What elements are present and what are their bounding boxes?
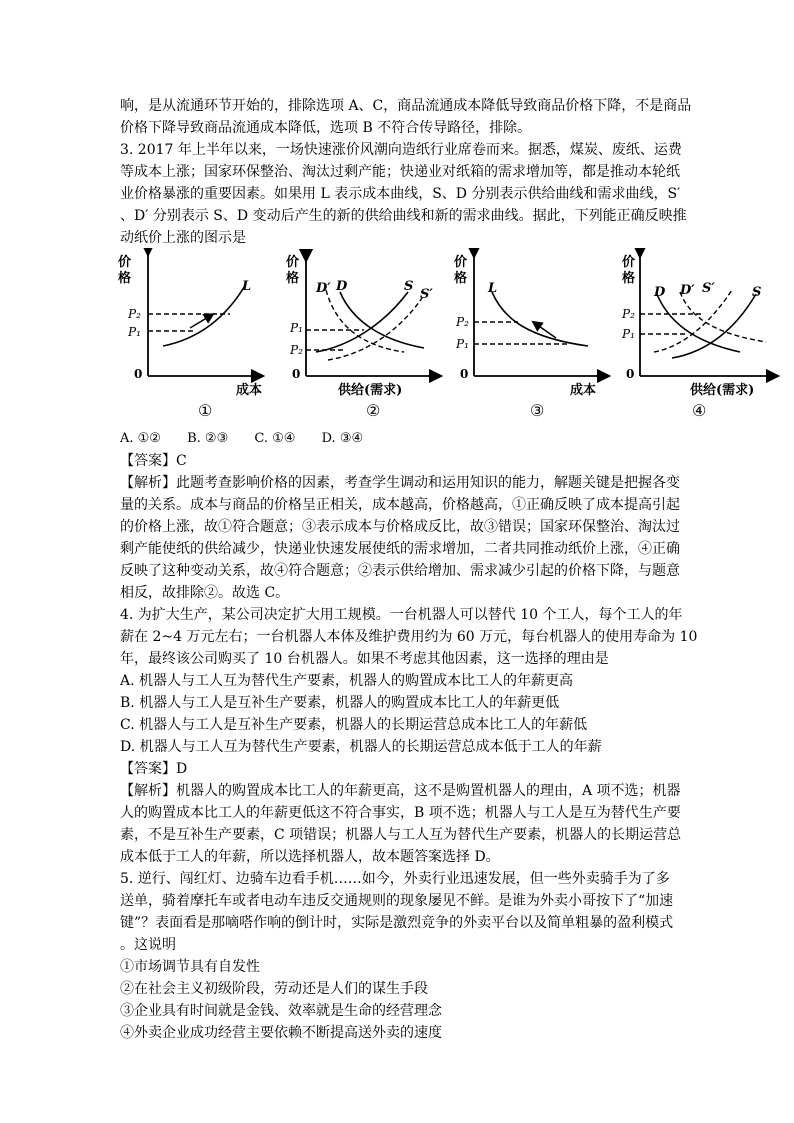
supply-curve-s	[672, 294, 756, 358]
option-line: C. 机器人与工人是互补生产要素，机器人的长期运营总成本比工人的年薪低	[120, 717, 588, 733]
text-line: 的价格上涨，故①符合题意；③表示成本与价格成反比，故③错误；国家环保整治、淘汰过	[120, 519, 680, 535]
text-line: 送单，骑着摩托车或者电动车违反交通规则的现象屡见不鲜。是谁为外卖小哥按下了“加速	[120, 893, 674, 909]
supply-curve-s-prime	[654, 290, 732, 352]
text-line: 业价格暴涨的重要因素。如果用 L 表示成本曲线，S、D 分别表示供给曲线和需求曲线，S′	[120, 186, 681, 202]
arrow-icon	[190, 316, 210, 328]
figure-number: ③	[530, 401, 545, 420]
option-a: A. ①②	[120, 431, 161, 446]
y-axis-label: 价	[454, 255, 468, 270]
statement-line: ③企业具有时间就是金钱、效率就是生命的经营理念	[120, 1003, 442, 1019]
price-label-p2: P₂	[290, 343, 303, 357]
x-axis-label: 供给(需求)	[690, 383, 755, 398]
price-label-p1: P₁	[290, 321, 303, 335]
text-line: 剩产能使纸的供给减少，快递业快速发展使纸的需求增加，二者共同推动纸价上涨，④正确	[120, 541, 680, 557]
figure-number: ④	[692, 401, 707, 420]
option-line: D. 机器人与工人互为替代生产要素，机器人的长期运营总成本低于工人的年薪	[120, 739, 602, 755]
curve-label: L	[488, 281, 498, 296]
cost-curve-l	[163, 284, 246, 346]
price-label-p1: P₁	[456, 337, 469, 351]
option-c: C. ①④	[254, 431, 296, 446]
text-line: 成本低于工人的年薪，所以选择机器人，故本题答案选择 D。	[120, 849, 500, 865]
y-axis-label: 格	[118, 271, 132, 286]
price-label-p1: P₁	[128, 325, 141, 339]
statement-line: ②在社会主义初级阶段，劳动还是人们的谋生手段	[120, 981, 428, 997]
supply-curve-s-prime	[328, 298, 422, 360]
text-line: 、D′ 分别表示 S、D 变动后产生的新的供给曲线和新的需求曲线。据此，下列能正确反映推	[120, 208, 687, 224]
text-line: 。这说明	[120, 937, 176, 953]
text-line: 【解析】机器人的购置成本比工人的年薪更高，这不是购置机器人的理由，A 项不选；机器	[120, 783, 681, 799]
text-line: 键”？表面看是那嘀嗒作响的倒计时，实际是激烈竞争的外卖平台以及简单粗暴的盈利模式	[120, 915, 674, 931]
x-axis-label: 供给(需求)	[338, 383, 403, 398]
text-line: 动纸价上涨的图示是	[120, 230, 246, 246]
text-line: 价格下降导致商品流通成本降低，选项 B 不符合传导路径，排除。	[120, 120, 532, 136]
curve-label: S	[752, 285, 762, 300]
price-label-p2: P₂	[456, 315, 469, 329]
y-axis-label: 格	[622, 271, 636, 286]
y-axis-label: 格	[454, 271, 468, 286]
curve-label: S′	[702, 281, 715, 296]
text-line: 3. 2017 年上半年以来，一场快速涨价风潮向造纸行业席卷而来。据悉，煤炭、废纸、运费	[120, 142, 682, 158]
curve-label: D′	[680, 283, 695, 298]
answer-label: 【答案】D	[120, 761, 188, 777]
statement-line: ①市场调节具有自发性	[120, 959, 260, 975]
price-label-p1: P₁	[622, 327, 635, 341]
text-line: 薪在 2~4 万元左右；一台机器人本体及维护费用约为 60 万元，每台机器人的使用寿命为 10	[120, 629, 698, 645]
answer-label: 【答案】C	[120, 453, 187, 469]
x-axis-label: 成本	[236, 383, 263, 398]
demand-curve-d	[656, 292, 740, 352]
answer-options	[120, 429, 385, 449]
price-label-p2: P₂	[622, 307, 635, 321]
curve-label: L	[242, 279, 252, 294]
origin-label: 0	[626, 367, 635, 381]
curve-label: D	[336, 279, 348, 294]
figure-number: ②	[366, 401, 381, 420]
price-label-p2: P₂	[128, 307, 141, 321]
y-axis-label: 价	[118, 255, 132, 270]
option-d: D. ③④	[321, 431, 364, 446]
text-line: 反映了这种变动关系，故④符合题意；②表示供给增加、需求减少引起的价格下降，与题意	[120, 563, 680, 579]
text-line: 人的购置成本比工人的年薪更低这不符合事实，B 项不选；机器人与工人是互为替代生产要	[120, 805, 681, 821]
curve-label: S	[404, 279, 414, 294]
statement-line: ④外卖企业成功经营主要依赖不断提高送外卖的速度	[120, 1025, 442, 1041]
figure-3	[454, 252, 604, 420]
x-axis-label: 成本	[570, 383, 597, 398]
price-figures	[118, 248, 788, 424]
text-line: 【解析】此题考查影响价格的因素，考查学生调动和运用知识的能力，解题关键是把握各变	[120, 475, 680, 491]
curve-label: S′	[420, 287, 433, 302]
text-line: 等成本上涨；国家环保整治、淘汰过剩产能；快递业对纸箱的需求增加等，都是推动本轮纸	[120, 164, 680, 180]
text-line: 5. 逆行、闯红灯、边骑车边看手机……如今，外卖行业迅速发展，但一些外卖骑手为了多	[120, 871, 670, 887]
text-line: 年，最终该公司购买了 10 台机器人。如果不考虑其他因素，这一选择的理由是	[120, 651, 609, 667]
figure-2	[286, 254, 436, 420]
demand-curve-d-prime	[326, 290, 404, 352]
curve-label: D′	[316, 281, 331, 296]
figure-number: ①	[198, 401, 213, 420]
y-axis-label: 价	[286, 255, 300, 270]
curve-label: D	[654, 285, 666, 300]
option-b: B. ②③	[187, 431, 229, 446]
figure-1	[118, 250, 262, 420]
y-axis-label: 价	[622, 255, 636, 270]
origin-label: 0	[292, 367, 301, 381]
y-axis-label: 格	[286, 271, 300, 286]
text-line: 量的关系。成本与商品的价格呈正相关，成本越高，价格越高，①正确反映了成本提高引起	[120, 497, 680, 513]
origin-label: 0	[134, 367, 143, 381]
text-line: 响，是从流通环节开始的，排除选项 A、C，商品流通成本降低导致商品价格下降，不是商品	[120, 98, 692, 114]
cost-curve-l	[492, 292, 588, 346]
arrow-icon	[536, 324, 556, 338]
text-line: 相反，故排除②。故选 C。	[120, 585, 290, 601]
figure-4	[621, 252, 773, 420]
option-line: A. 机器人与工人互为替代生产要素，机器人的购置成本比工人的年薪更高	[120, 673, 574, 689]
text-line: 4. 为扩大生产，某公司决定扩大用工规模。一台机器人可以替代 10 个工人，每个工人的年	[120, 607, 683, 623]
text-line: 素，不是互补生产要素，C 项错误；机器人与工人互为替代生产要素，机器人的长期运营总	[120, 827, 682, 843]
origin-label: 0	[460, 367, 469, 381]
option-line: B. 机器人与工人是互补生产要素，机器人的购置成本比工人的年薪更低	[120, 695, 560, 711]
